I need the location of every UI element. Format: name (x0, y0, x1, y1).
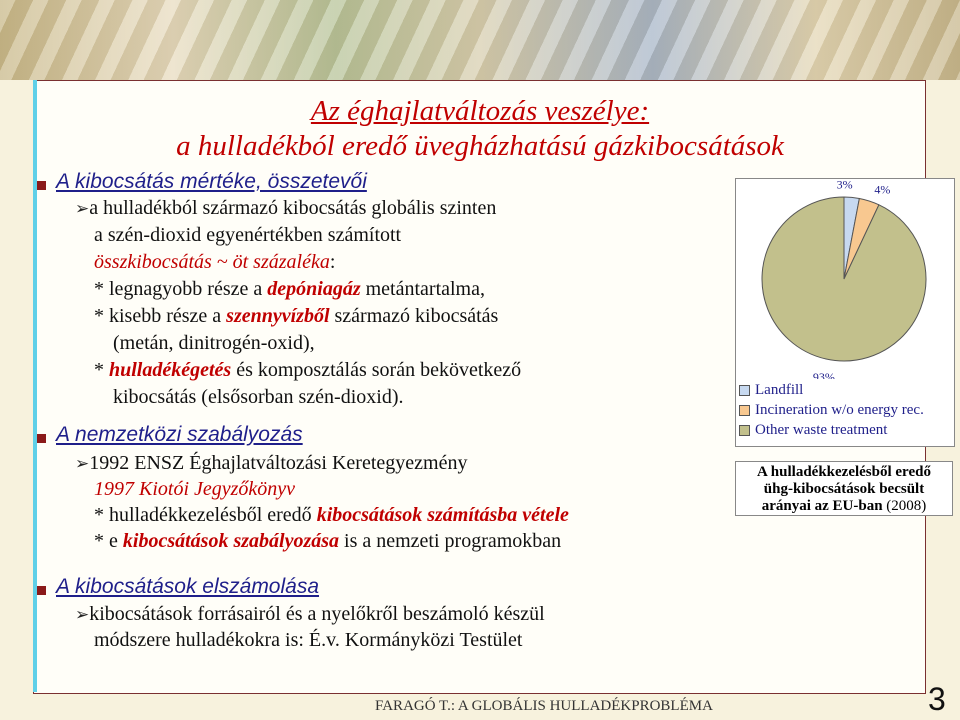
footer-text: FARAGÓ T.: A GLOBÁLIS HULLADÉKPROBLÉMA (375, 698, 713, 714)
pie-label-landfill: 3% (836, 179, 853, 192)
pie-label-other: 93% (812, 369, 835, 379)
section1-line7: * hulladékégetés és komposztálás során bekövetkező (94, 359, 522, 381)
section2-line1: ➢1992 ENSZ Éghajlatváltozási Keretegyezmény (75, 452, 468, 474)
section1-line8: kibocsátás (elsősorban szén-dioxid). (113, 386, 404, 408)
title-line-2: a hulladékból eredő üvegházhatású gázkibocsátások (176, 130, 784, 162)
frame-accent-strip (33, 80, 37, 692)
pie-chart-panel (735, 178, 955, 447)
section2-line3: * hulladékkezelésből eredő kibocsátások számításba vétele (94, 504, 569, 526)
slide-title (40, 94, 920, 164)
section1-heading: A kibocsátás mértéke, összetevői (56, 170, 367, 193)
section1-line3: összkibocsátás ~ öt százaléka: (94, 251, 336, 273)
bullet-square-icon (37, 434, 46, 443)
section2-line2: 1997 Kiotói Jegyzőkönyv (94, 478, 296, 500)
section1-line5: * kisebb része a szennyvízből származó kibocsátás (94, 305, 499, 327)
legend-item-landfill: Landfill (739, 382, 803, 399)
section3-heading: A kibocsátások elszámolása (56, 575, 320, 598)
legend-swatch (739, 405, 750, 416)
header-photo-texture (0, 0, 960, 80)
pie-chart (736, 179, 954, 379)
arrow-bullet-icon: ➢ (75, 199, 90, 218)
legend-item-other: Other waste treatment (739, 422, 887, 439)
section3-line1: ➢kibocsátások forrásairól és a nyelőkről beszámoló készül (75, 603, 545, 625)
section3-line2: módszere hulladékokra is: É.v. Kormányközi Testület (94, 629, 523, 651)
section1-line1: ➢a hulladékból származó kibocsátás globális szinten (75, 197, 497, 219)
title-line-1: Az éghajlatváltozás veszélye: (310, 95, 650, 127)
legend-swatch (739, 425, 750, 436)
pie-label-incineration: 4% (874, 182, 891, 197)
caption-line3: arányai az EU-ban (2008) (761, 498, 927, 514)
page-number: 3 (928, 681, 946, 717)
section1-line4: * legnagyobb része a depóniagáz metántartalma, (94, 278, 485, 300)
legend-item-incineration: Incineration w/o energy rec. (739, 402, 924, 419)
caption-line1: A hulladékkezelésből eredő (757, 464, 931, 480)
bullet-square-icon (37, 181, 46, 190)
section2-heading: A nemzetközi szabályozás (56, 423, 303, 446)
section1-line2: a szén-dioxid egyenértékben számított (94, 224, 402, 246)
legend-swatch (739, 385, 750, 396)
bullet-square-icon (37, 586, 46, 595)
section1-line6: (metán, dinitrogén-oxid), (113, 332, 315, 354)
arrow-bullet-icon: ➢ (75, 454, 90, 473)
section2-line4: * e kibocsátások szabályozása is a nemzeti programokban (94, 530, 562, 552)
arrow-bullet-icon: ➢ (75, 605, 90, 624)
pie-slice-other (762, 197, 926, 361)
chart-caption (735, 461, 953, 516)
caption-line2: ühg-kibocsátások becsült (763, 481, 925, 497)
